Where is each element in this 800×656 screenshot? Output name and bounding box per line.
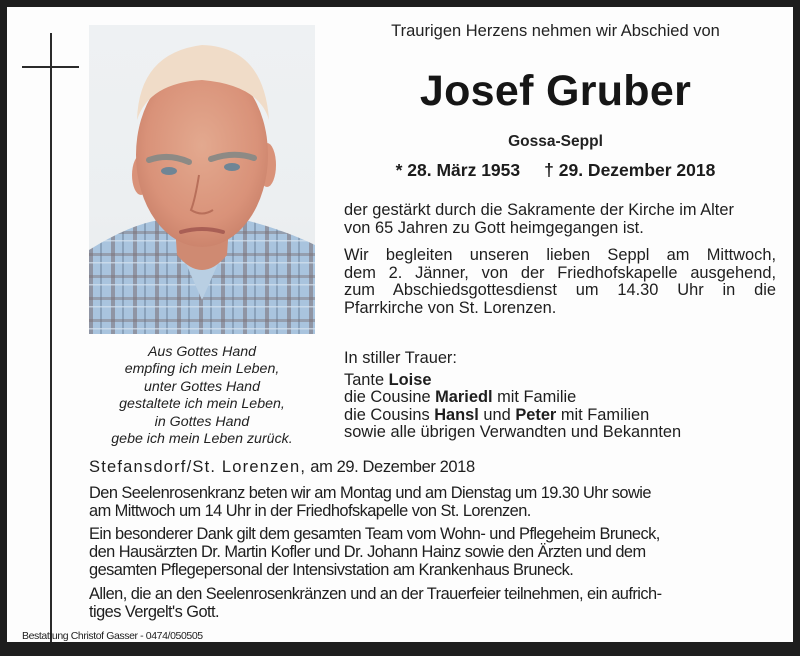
- death-announcement: [344, 202, 776, 237]
- text-line: zum Abschiedsgottesdienst um 14.30 Uhr in die: [344, 281, 776, 300]
- mourner-line: die Cousine Mariedl mit Familie: [344, 388, 577, 407]
- funeral-info: [344, 247, 776, 317]
- text-line: der gestärkt durch die Sakramente der Kirche im Alter: [344, 201, 734, 219]
- funeral-home-credit: Bestattung Christof Gasser - 0474/050505: [22, 630, 203, 642]
- text-line: Ein besonderer Dank gilt dem gesamten Team vom Wohn- und Pflegeheim Bruneck,: [89, 525, 660, 543]
- text-line: Pfarrkirche von St. Lorenzen.: [344, 298, 557, 317]
- text-line: gesamten Pflegepersonal der Intensivstation am Krankenhaus Bruneck.: [89, 561, 574, 579]
- obituary-card: [7, 7, 793, 642]
- mourners-heading: In stiller Trauer:: [344, 349, 457, 367]
- poem-line: gestaltete ich mein Leben,: [119, 396, 285, 413]
- poem-line: gebe ich mein Leben zurück.: [111, 431, 293, 448]
- notice-date: am 29. Dezember 2018: [306, 458, 475, 476]
- mourner-line: die Cousins Hansl und Peter mit Familien: [344, 405, 650, 424]
- place-and-date: [89, 458, 475, 477]
- nickname: Gossa-Seppl: [508, 133, 603, 150]
- text-line: den Hausärzten Dr. Martin Kofler und Dr. Johann Hainz sowie den Ärzten und dem: [89, 543, 646, 561]
- cross-icon: [50, 33, 52, 642]
- text-line: am Mittwoch um 14 Uhr in der Friedhofskapelle von St. Lorenzen.: [89, 502, 531, 520]
- poem-line: Aus Gottes Hand: [147, 344, 257, 360]
- text-line: Den Seelenrosenkranz beten wir am Montag und am Dienstag um 19.30 Uhr sowie: [89, 484, 651, 502]
- poem-line: empfing ich mein Leben,: [124, 361, 280, 378]
- text-line: Wir begleiten unseren lieben Seppl am Mittwoch,: [344, 246, 776, 264]
- portrait-photo: [89, 25, 315, 334]
- mourners-list: [344, 350, 776, 442]
- thanks-paragraph: [89, 525, 789, 579]
- poem: [89, 344, 315, 448]
- rosary-info: [89, 484, 789, 520]
- birth-date: * 28. März 1953: [395, 160, 521, 180]
- mourner-line: Tante Loise: [344, 370, 432, 389]
- life-dates: [343, 160, 768, 181]
- text-line: Allen, die an den Seelenrosenkränzen und an der Trauerfeier teilnehmen, ein aufrich-: [89, 585, 662, 603]
- cross-icon-bar: [22, 66, 79, 68]
- deceased-name: Josef Gruber: [419, 67, 692, 115]
- text-line: von 65 Jahren zu Gott heimgegangen ist.: [344, 218, 644, 237]
- place: Stefansdorf/St. Lorenzen,: [89, 458, 307, 476]
- poem-line: in Gottes Hand: [154, 413, 250, 430]
- closing-paragraph: [89, 585, 789, 621]
- text-line: dem 2. Jänner, von der Friedhofskapelle ausgehend,: [344, 263, 776, 282]
- death-date: † 29. Dezember 2018: [544, 160, 716, 180]
- text-line: tiges Vergelt's Gott.: [89, 603, 220, 621]
- mourner-line: sowie alle übrigen Verwandten und Bekannten: [344, 423, 682, 442]
- portrait-image: [89, 25, 315, 334]
- intro-line: Traurigen Herzens nehmen wir Abschied von: [391, 22, 720, 40]
- poem-line: unter Gottes Hand: [144, 378, 260, 395]
